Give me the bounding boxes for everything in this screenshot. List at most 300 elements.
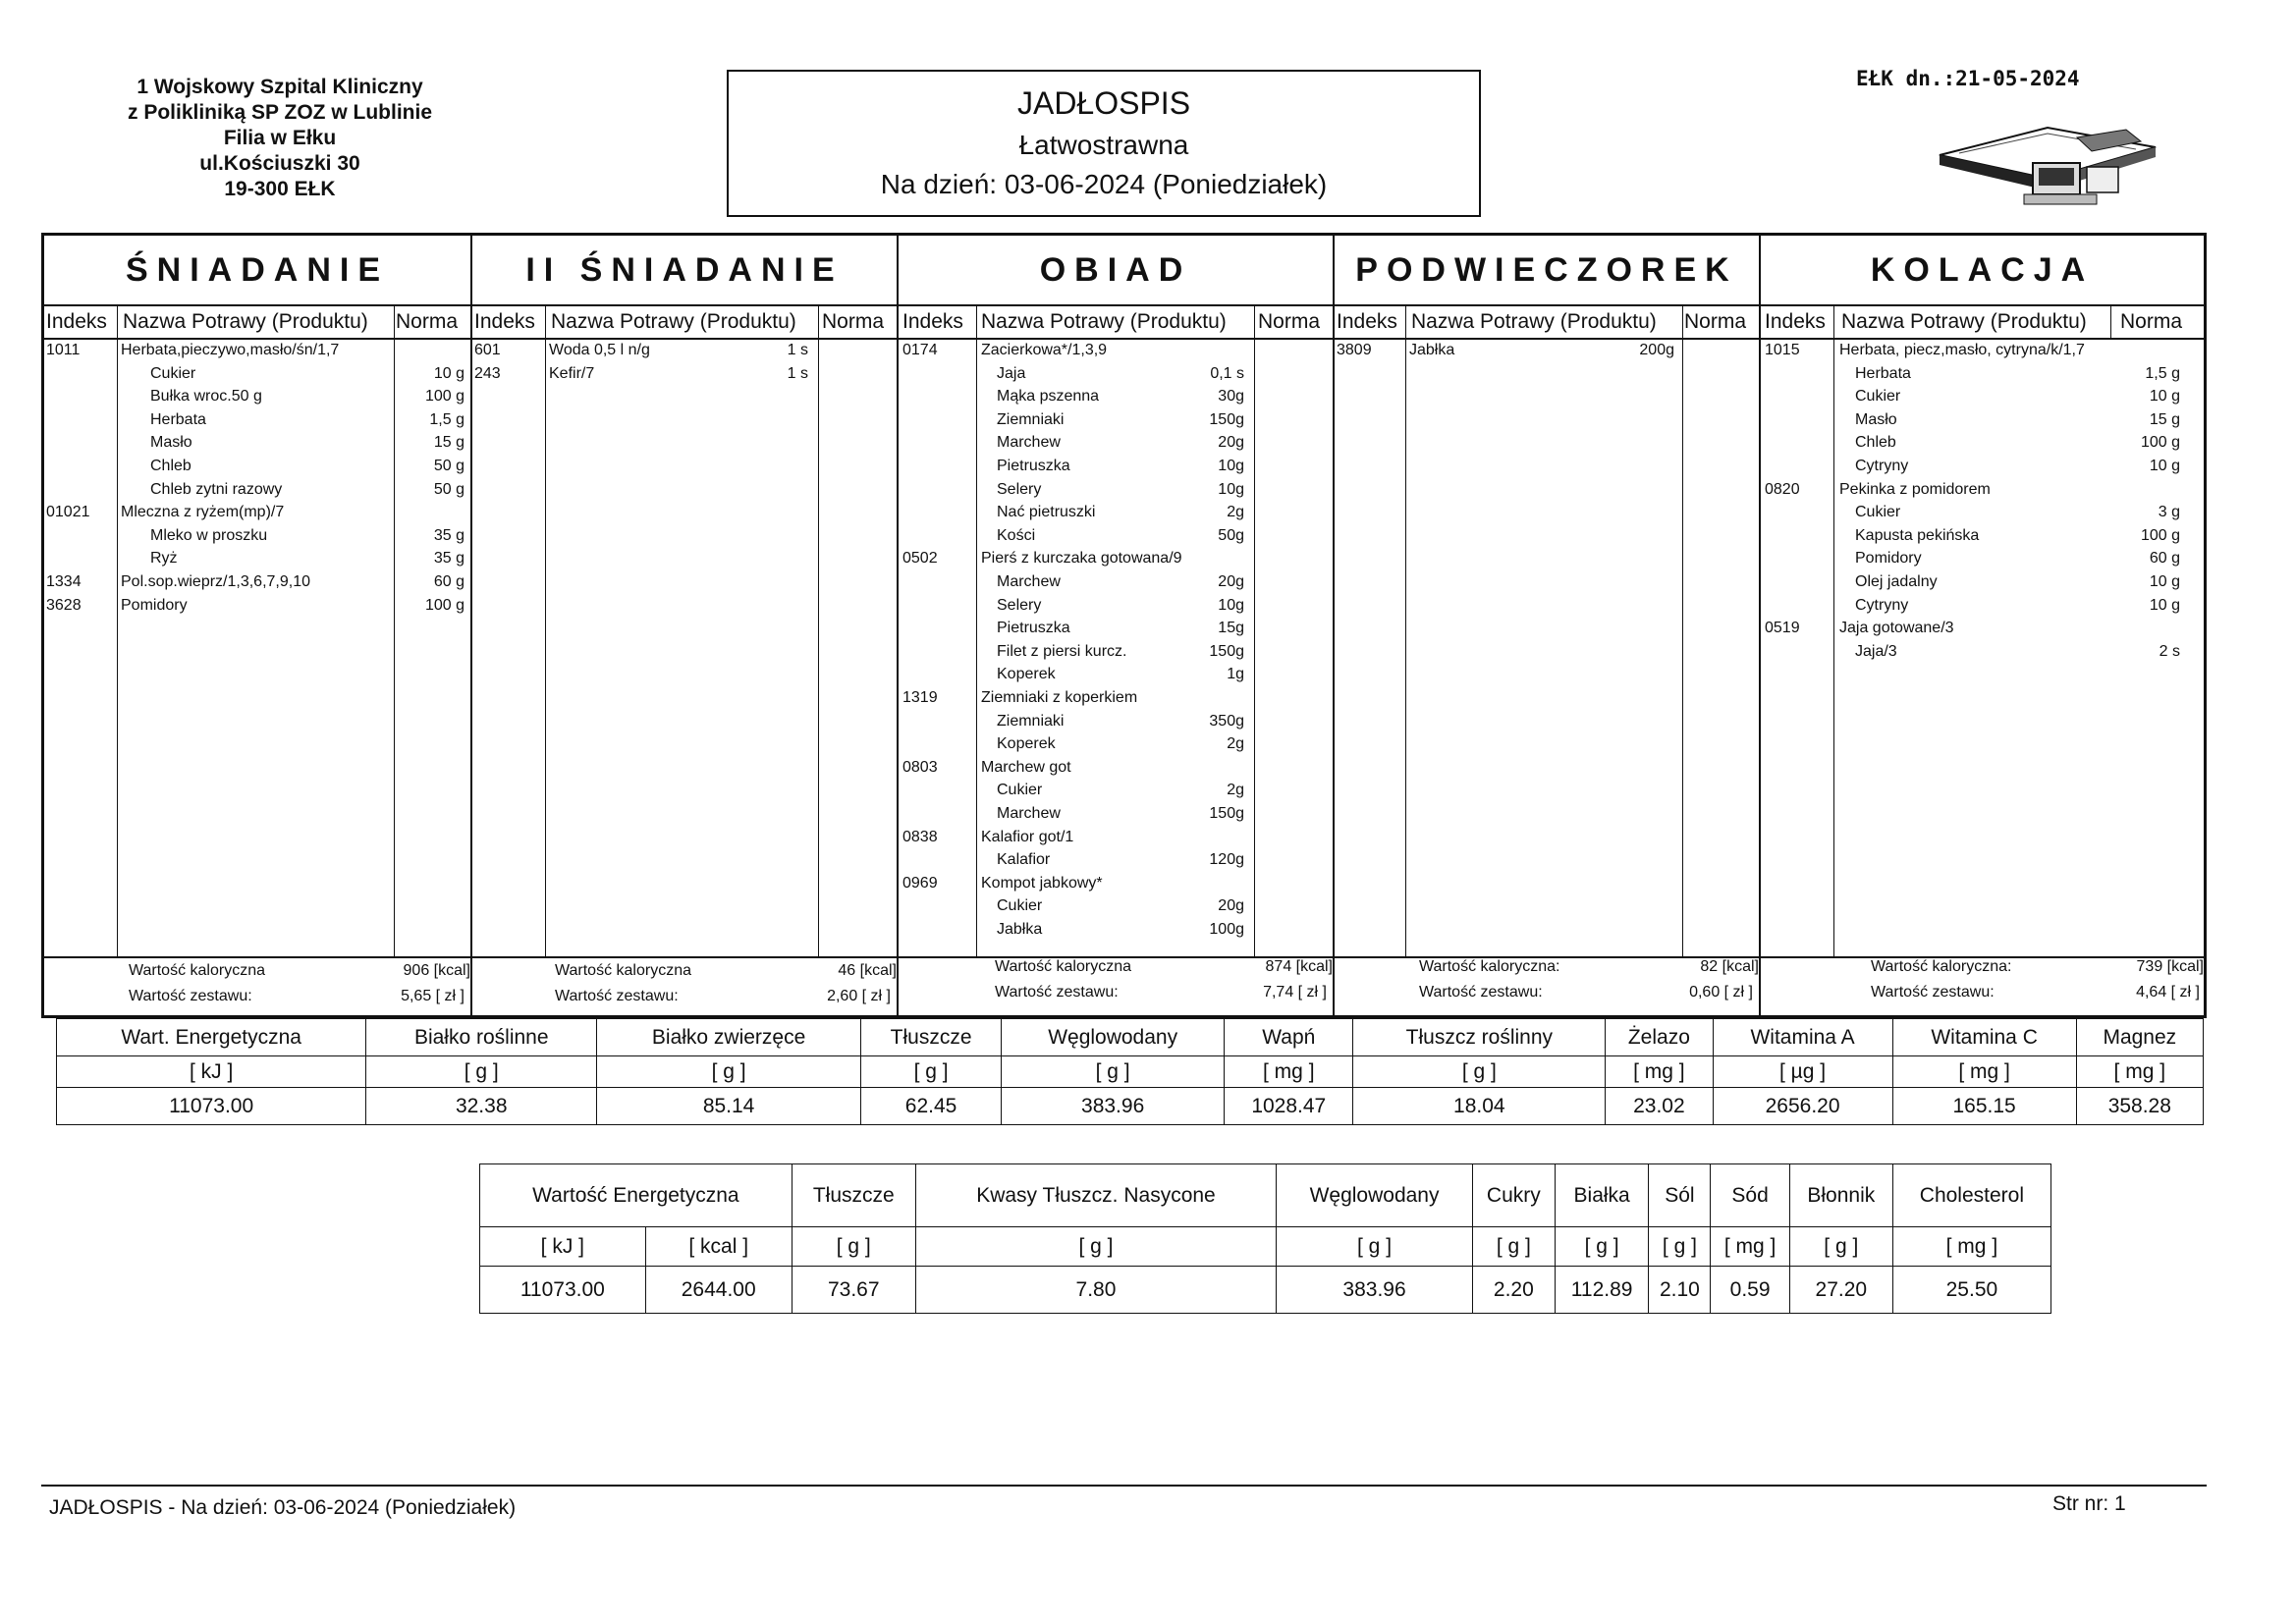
col-name: Nazwa Potrawy (Produktu) [1841, 310, 2087, 333]
meal-podwieczorek [1335, 236, 1761, 1015]
row-name: Selery [997, 480, 1042, 498]
nutrient-unit: [ kJ ] [480, 1227, 646, 1267]
row-name: Ziemniaki z koperkiem [981, 689, 1138, 706]
table-row [1761, 388, 2204, 410]
nutrient-header: Cukry [1472, 1164, 1555, 1227]
row-norm: 15 g [433, 434, 465, 452]
nutrient-value: 2.20 [1472, 1267, 1555, 1314]
cost-value: 4,64 [ zł ] [2136, 984, 2200, 1001]
nutrient-value: 11073.00 [480, 1267, 646, 1314]
table-row [1761, 365, 2204, 388]
row-name: Masło [1855, 410, 1897, 428]
table-row [899, 573, 1333, 596]
table-row [1761, 458, 2204, 480]
kcal-value: 82 [kcal] [1700, 958, 1759, 975]
nutrient-header: Żelazo [1606, 1019, 1713, 1056]
footer-divider [41, 1485, 2207, 1487]
cost-label: Wartość zestawu: [555, 988, 679, 1004]
row-name: Marchew [997, 573, 1061, 590]
column-headers [899, 306, 1333, 340]
row-name: Cukier [1855, 388, 1901, 406]
row-norm: 10 g [2149, 388, 2180, 406]
row-norm: 10 g [2149, 458, 2180, 474]
cost-value: 2,60 [ zł ] [827, 988, 891, 1004]
nutrient-unit: [ mg ] [1892, 1227, 2050, 1267]
row-norm: 150g [1209, 642, 1244, 660]
cost-value: 7,74 [ zł ] [1263, 984, 1327, 1001]
nutrient-header: Sól [1649, 1164, 1711, 1227]
row-name: Koperek [997, 735, 1056, 753]
table-row [1335, 342, 1759, 364]
row-index: 0502 [902, 550, 938, 568]
column-headers [1761, 306, 2204, 340]
row-name: Jabłka [997, 921, 1043, 938]
table-row [899, 388, 1333, 410]
row-index: 0174 [902, 342, 938, 358]
row-name: Marchew [997, 805, 1061, 822]
row-name: Zacierkowa*/1,3,9 [981, 342, 1108, 358]
row-norm: 1g [1227, 666, 1244, 683]
nutrient-value: 32.38 [366, 1088, 597, 1125]
nutrient-header: Węglowodany [1277, 1164, 1473, 1227]
col-index: Indeks [46, 310, 107, 333]
table-row [899, 527, 1333, 550]
nutrient-header: Kwasy Tłuszcz. Nasycone [915, 1164, 1276, 1227]
nutrient-value: 62.45 [860, 1088, 1001, 1125]
row-name: Cytryny [1855, 596, 1909, 614]
nutrient-header: Witamina A [1713, 1019, 1892, 1056]
hospital-line-2: z Polikliniką SP ZOZ w Lublinie [128, 101, 432, 124]
row-norm: 1 s [787, 364, 808, 382]
row-name: Cukier [1855, 504, 1901, 521]
row-name: Cytryny [1855, 458, 1909, 474]
kcal-value: 874 [kcal] [1265, 958, 1333, 975]
kcal-label: Wartość kaloryczna [555, 962, 691, 979]
meal-summary [472, 956, 897, 1015]
table-row [1761, 573, 2204, 596]
nutrient-header: Sód [1711, 1164, 1789, 1227]
table-row [44, 597, 470, 620]
row-norm: 150g [1209, 805, 1244, 822]
title-date: Na dzień: 03-06-2024 (Poniedziałek) [880, 169, 1328, 199]
table-row [899, 342, 1333, 364]
row-norm: 50 g [433, 480, 465, 498]
nutrient-unit: [ g ] [915, 1227, 1276, 1267]
row-name: Jaja gotowane/3 [1839, 620, 1954, 637]
table-row [1761, 504, 2204, 526]
meal-ii-sniadanie [472, 236, 899, 1015]
meal-summary [899, 956, 1333, 1015]
table-row [899, 365, 1333, 388]
nutrient-unit: [ g ] [597, 1056, 861, 1088]
row-name: Pol.sop.wieprz/1,3,6,7,9,10 [121, 573, 311, 590]
table-row [44, 434, 470, 457]
row-name: Woda 0,5 l n/g [549, 342, 650, 358]
row-index: 1011 [46, 342, 81, 358]
nutrient-unit: [ g ] [860, 1056, 1001, 1088]
row-name: Pomidory [121, 596, 188, 614]
row-norm: 0,1 s [1210, 364, 1244, 382]
row-name: Kapusta pekińska [1855, 526, 1980, 544]
row-name: Cukier [997, 782, 1043, 799]
table-row [1761, 342, 2204, 364]
nutrient-unit: [ mg ] [1225, 1056, 1353, 1088]
table-row [44, 342, 470, 364]
col-index: Indeks [474, 310, 535, 333]
title-box [727, 70, 1481, 217]
nutrient-header: Tłuszcz roślinny [1353, 1019, 1606, 1056]
cost-label: Wartość zestawu: [129, 988, 252, 1004]
table-row [44, 388, 470, 410]
nutrient-header: Wart. Energetyczna [57, 1019, 366, 1056]
hospital-line-3: Filia w Ełku [223, 127, 337, 149]
nutrient-unit: [ g ] [792, 1227, 915, 1267]
kcal-label: Wartość kaloryczna: [1419, 958, 1560, 975]
col-name: Nazwa Potrawy (Produktu) [551, 310, 796, 333]
row-name: Pierś z kurczaka gotowana/9 [981, 550, 1182, 568]
row-name: Herbata [150, 410, 206, 428]
row-norm: 10 g [2149, 573, 2180, 590]
nutrient-header: Wapń [1225, 1019, 1353, 1056]
kcal-value: 46 [kcal] [838, 962, 897, 979]
table-row [44, 411, 470, 434]
table-row [899, 458, 1333, 480]
row-name: Kości [997, 526, 1036, 544]
row-norm: 1,5 g [429, 410, 465, 428]
row-index: 0803 [902, 758, 938, 776]
row-norm: 30g [1218, 388, 1244, 406]
nutrient-unit: [ g ] [1277, 1227, 1473, 1267]
table-row [899, 851, 1333, 874]
col-norm: Norma [396, 310, 459, 333]
title-diet: Łatwostrawna [1018, 130, 1189, 160]
meal-kolacja [1761, 236, 2204, 1015]
row-name: Herbata [1855, 364, 1911, 382]
cost-label: Wartość zestawu: [1419, 984, 1543, 1001]
col-index: Indeks [1765, 310, 1826, 333]
nutrient-header: Tłuszcze [860, 1019, 1001, 1056]
row-norm: 100g [1209, 921, 1244, 938]
table-row [44, 573, 470, 596]
col-norm: Norma [822, 310, 885, 333]
nutrition-table-1 [56, 1018, 2204, 1125]
table-row [899, 481, 1333, 504]
row-name: Koperek [997, 666, 1056, 683]
page-number: Str nr: 1 [2052, 1492, 2126, 1515]
row-name: Jabłka [1409, 342, 1455, 358]
nutrient-unit: [ g ] [1649, 1227, 1711, 1267]
row-norm: 200g [1639, 342, 1674, 358]
row-name: Jaja [997, 364, 1026, 382]
nutrient-header: Magnez [2076, 1019, 2203, 1056]
meal-title: II ŚNIADANIE [472, 236, 897, 306]
column-headers [1335, 306, 1759, 340]
table-row [1761, 527, 2204, 550]
table-row [899, 411, 1333, 434]
table-row [1761, 481, 2204, 504]
row-name: Selery [997, 596, 1042, 614]
nutrient-value: 2.10 [1649, 1267, 1711, 1314]
nutrient-value: 27.20 [1789, 1267, 1892, 1314]
nutrient-value: 383.96 [1277, 1267, 1473, 1314]
table-row [44, 504, 470, 526]
row-norm: 2g [1227, 735, 1244, 753]
nutrient-value: 25.50 [1892, 1267, 2050, 1314]
row-name: Pekinka z pomidorem [1839, 480, 1991, 498]
col-name: Nazwa Potrawy (Produktu) [981, 310, 1227, 333]
hospital-address [98, 75, 462, 202]
table-row [1761, 597, 2204, 620]
table-row [899, 597, 1333, 620]
nutrient-unit: [ g ] [1002, 1056, 1225, 1088]
table-row [899, 643, 1333, 666]
row-name: Herbata,pieczywo,masło/śn/1,7 [121, 342, 340, 358]
table-row [899, 550, 1333, 572]
meal-title: PODWIECZOREK [1335, 236, 1759, 306]
nutrient-value: 85.14 [597, 1088, 861, 1125]
row-name: Cukier [150, 364, 196, 382]
row-norm: 100 g [424, 596, 465, 614]
row-name: Bułka wroc.50 g [150, 388, 262, 406]
table-row [899, 434, 1333, 457]
table-row [44, 365, 470, 388]
nutrient-value: 112.89 [1555, 1267, 1649, 1314]
col-norm: Norma [1258, 310, 1321, 333]
row-name: Marchew [997, 434, 1061, 452]
row-name: Chleb [1855, 434, 1896, 452]
row-name: Nać pietruszki [997, 504, 1096, 521]
cost-value: 5,65 [ zł ] [401, 988, 465, 1004]
row-index: 243 [474, 364, 501, 382]
row-norm: 35 g [433, 526, 465, 544]
cost-label: Wartość zestawu: [995, 984, 1119, 1001]
nutrition-table-2 [479, 1163, 2051, 1314]
table-row [899, 829, 1333, 851]
table-row [899, 759, 1333, 782]
row-name: Mleko w proszku [150, 526, 268, 544]
title-main: JADŁOSPIS [1016, 85, 1191, 121]
row-name: Kompot jabkowy* [981, 874, 1103, 892]
row-index: 1015 [1765, 342, 1800, 358]
row-norm: 10g [1218, 458, 1244, 474]
row-name: Kalafior [997, 851, 1051, 869]
col-index: Indeks [902, 310, 963, 333]
row-norm: 350g [1209, 712, 1244, 730]
row-norm: 20g [1218, 573, 1244, 590]
meal-summary [1761, 956, 2204, 1015]
nutrient-unit: [ g ] [1472, 1227, 1555, 1267]
nutrient-header: Białka [1555, 1164, 1649, 1227]
meal-title: OBIAD [899, 236, 1333, 306]
row-index: 3628 [46, 596, 82, 614]
row-name: Ryż [150, 550, 178, 568]
nutrient-header: Białko roślinne [366, 1019, 597, 1056]
nutrient-value: 73.67 [792, 1267, 915, 1314]
row-norm: 1 s [787, 342, 808, 358]
nutrient-header: Cholesterol [1892, 1164, 2050, 1227]
row-norm: 2g [1227, 504, 1244, 521]
table-row [899, 666, 1333, 688]
row-name: Herbata, piecz,masło, cytryna/k/1,7 [1839, 342, 2085, 358]
nutrient-header: Węglowodany [1002, 1019, 1225, 1056]
table-row [44, 458, 470, 480]
hospital-line-1: 1 Wojskowy Szpital Kliniczny [137, 76, 423, 98]
meal-summary [1335, 956, 1759, 1015]
row-norm: 60 g [2149, 550, 2180, 568]
meal-title: ŚNIADANIE [44, 236, 470, 306]
nutrient-value: 383.96 [1002, 1088, 1225, 1125]
meal-obiad [899, 236, 1335, 1015]
nutrient-value: 18.04 [1353, 1088, 1606, 1125]
cost-value: 0,60 [ zł ] [1689, 984, 1753, 1001]
row-index: 1334 [46, 573, 82, 590]
nutrient-header: Białko zwierzęce [597, 1019, 861, 1056]
table-row [44, 527, 470, 550]
table-row [899, 713, 1333, 735]
row-norm: 2 s [2159, 642, 2180, 660]
nutrient-unit: [ g ] [1789, 1227, 1892, 1267]
row-norm: 10g [1218, 596, 1244, 614]
nutrient-unit: [ mg ] [2076, 1056, 2203, 1088]
row-name: Filet z piersi kurcz. [997, 642, 1127, 660]
nutrient-value: 7.80 [915, 1267, 1276, 1314]
row-name: Ziemniaki [997, 410, 1065, 428]
row-norm: 100 g [2140, 434, 2180, 452]
nutrient-unit: [ µg ] [1713, 1056, 1892, 1088]
nutrient-value: 11073.00 [57, 1088, 366, 1125]
column-headers [472, 306, 897, 340]
row-norm: 60 g [433, 573, 465, 590]
row-name: Pietruszka [997, 620, 1070, 637]
table-row [1761, 643, 2204, 666]
nutrient-unit: [ mg ] [1606, 1056, 1713, 1088]
nutrient-value: 1028.47 [1225, 1088, 1353, 1125]
meal-title: KOLACJA [1761, 236, 2204, 306]
row-name: Mąka pszenna [997, 388, 1100, 406]
table-row [1761, 434, 2204, 457]
nutrient-unit: [ kcal ] [645, 1227, 792, 1267]
col-norm: Norma [1684, 310, 1747, 333]
table-row [472, 365, 897, 388]
hospital-line-4: ul.Kościuszki 30 [199, 152, 360, 175]
nutrient-unit: [ g ] [366, 1056, 597, 1088]
meals-table [41, 233, 2207, 1018]
nutrient-value: 165.15 [1892, 1088, 2076, 1125]
row-norm: 10 g [2149, 596, 2180, 614]
col-name: Nazwa Potrawy (Produktu) [1411, 310, 1657, 333]
row-norm: 3 g [2158, 504, 2180, 521]
table-row [44, 550, 470, 572]
table-row [899, 689, 1333, 712]
table-row [44, 481, 470, 504]
table-row [1761, 411, 2204, 434]
row-norm: 120g [1209, 851, 1244, 869]
col-norm: Norma [2120, 310, 2183, 333]
print-date: EŁK dn.:21-05-2024 [1856, 67, 2080, 90]
row-norm: 50g [1218, 526, 1244, 544]
row-name: Pomidory [1855, 550, 1922, 568]
nutrient-header: Witamina C [1892, 1019, 2076, 1056]
row-name: Jaja/3 [1855, 642, 1897, 660]
row-name: Masło [150, 434, 192, 452]
row-norm: 10 g [433, 364, 465, 382]
table-row [899, 782, 1333, 804]
meal-sniadanie [44, 236, 472, 1015]
kcal-value: 906 [kcal] [403, 962, 470, 979]
hospital-line-5: 19-300 EŁK [224, 178, 336, 200]
kcal-value: 739 [kcal] [2136, 958, 2204, 975]
table-row [899, 735, 1333, 758]
row-norm: 10g [1218, 480, 1244, 498]
row-name: Kalafior got/1 [981, 828, 1074, 845]
row-index: 0969 [902, 874, 938, 892]
row-norm: 100 g [424, 388, 465, 406]
row-norm: 2g [1227, 782, 1244, 799]
row-index: 01021 [46, 504, 90, 521]
row-norm: 50 g [433, 458, 465, 474]
nutrient-unit: [ mg ] [1711, 1227, 1789, 1267]
nutrient-value: 23.02 [1606, 1088, 1713, 1125]
table-row [899, 921, 1333, 944]
row-norm: 150g [1209, 410, 1244, 428]
table-row [1761, 550, 2204, 572]
table-row [899, 620, 1333, 642]
nutrient-unit: [ kJ ] [57, 1056, 366, 1088]
row-name: Pietruszka [997, 458, 1070, 474]
nutrient-unit: [ g ] [1555, 1227, 1649, 1267]
nutrient-unit: [ g ] [1353, 1056, 1606, 1088]
row-norm: 35 g [433, 550, 465, 568]
nutrient-header: Błonnik [1789, 1164, 1892, 1227]
row-norm: 100 g [2140, 526, 2180, 544]
table-row [899, 504, 1333, 526]
row-index: 1319 [902, 689, 938, 706]
row-norm: 15g [1218, 620, 1244, 637]
table-row [472, 342, 897, 364]
meal-summary [44, 956, 470, 1015]
table-row [899, 805, 1333, 828]
row-name: Ziemniaki [997, 712, 1065, 730]
row-index: 0838 [902, 828, 938, 845]
kcal-label: Wartość kaloryczna [129, 962, 265, 979]
col-name: Nazwa Potrawy (Produktu) [123, 310, 368, 333]
row-index: 0519 [1765, 620, 1800, 637]
row-index: 3809 [1337, 342, 1372, 358]
row-name: Kefir/7 [549, 364, 595, 382]
nutrient-header: Tłuszcze [792, 1164, 915, 1227]
nutrient-value: 2656.20 [1713, 1088, 1892, 1125]
row-name: Cukier [997, 897, 1043, 915]
nutrient-header: Wartość Energetyczna [480, 1164, 793, 1227]
cost-label: Wartość zestawu: [1871, 984, 1995, 1001]
col-index: Indeks [1337, 310, 1397, 333]
row-norm: 15 g [2149, 410, 2180, 428]
table-row [1761, 620, 2204, 642]
row-name: Marchew got [981, 758, 1071, 776]
nutrient-unit: [ mg ] [1892, 1056, 2076, 1088]
footer-title: JADŁOSPIS - Na dzień: 03-06-2024 (Poniedziałek) [49, 1496, 517, 1519]
book-computer-logo-icon [1930, 108, 2165, 206]
row-norm: 1,5 g [2145, 364, 2180, 382]
kcal-label: Wartość kaloryczna [995, 958, 1131, 975]
row-norm: 20g [1218, 897, 1244, 915]
row-name: Mleczna z ryżem(mp)/7 [121, 504, 285, 521]
column-headers [44, 306, 470, 340]
nutrient-value: 2644.00 [645, 1267, 792, 1314]
row-index: 0820 [1765, 480, 1800, 498]
nutrient-value: 358.28 [2076, 1088, 2203, 1125]
row-name: Chleb [150, 458, 191, 474]
